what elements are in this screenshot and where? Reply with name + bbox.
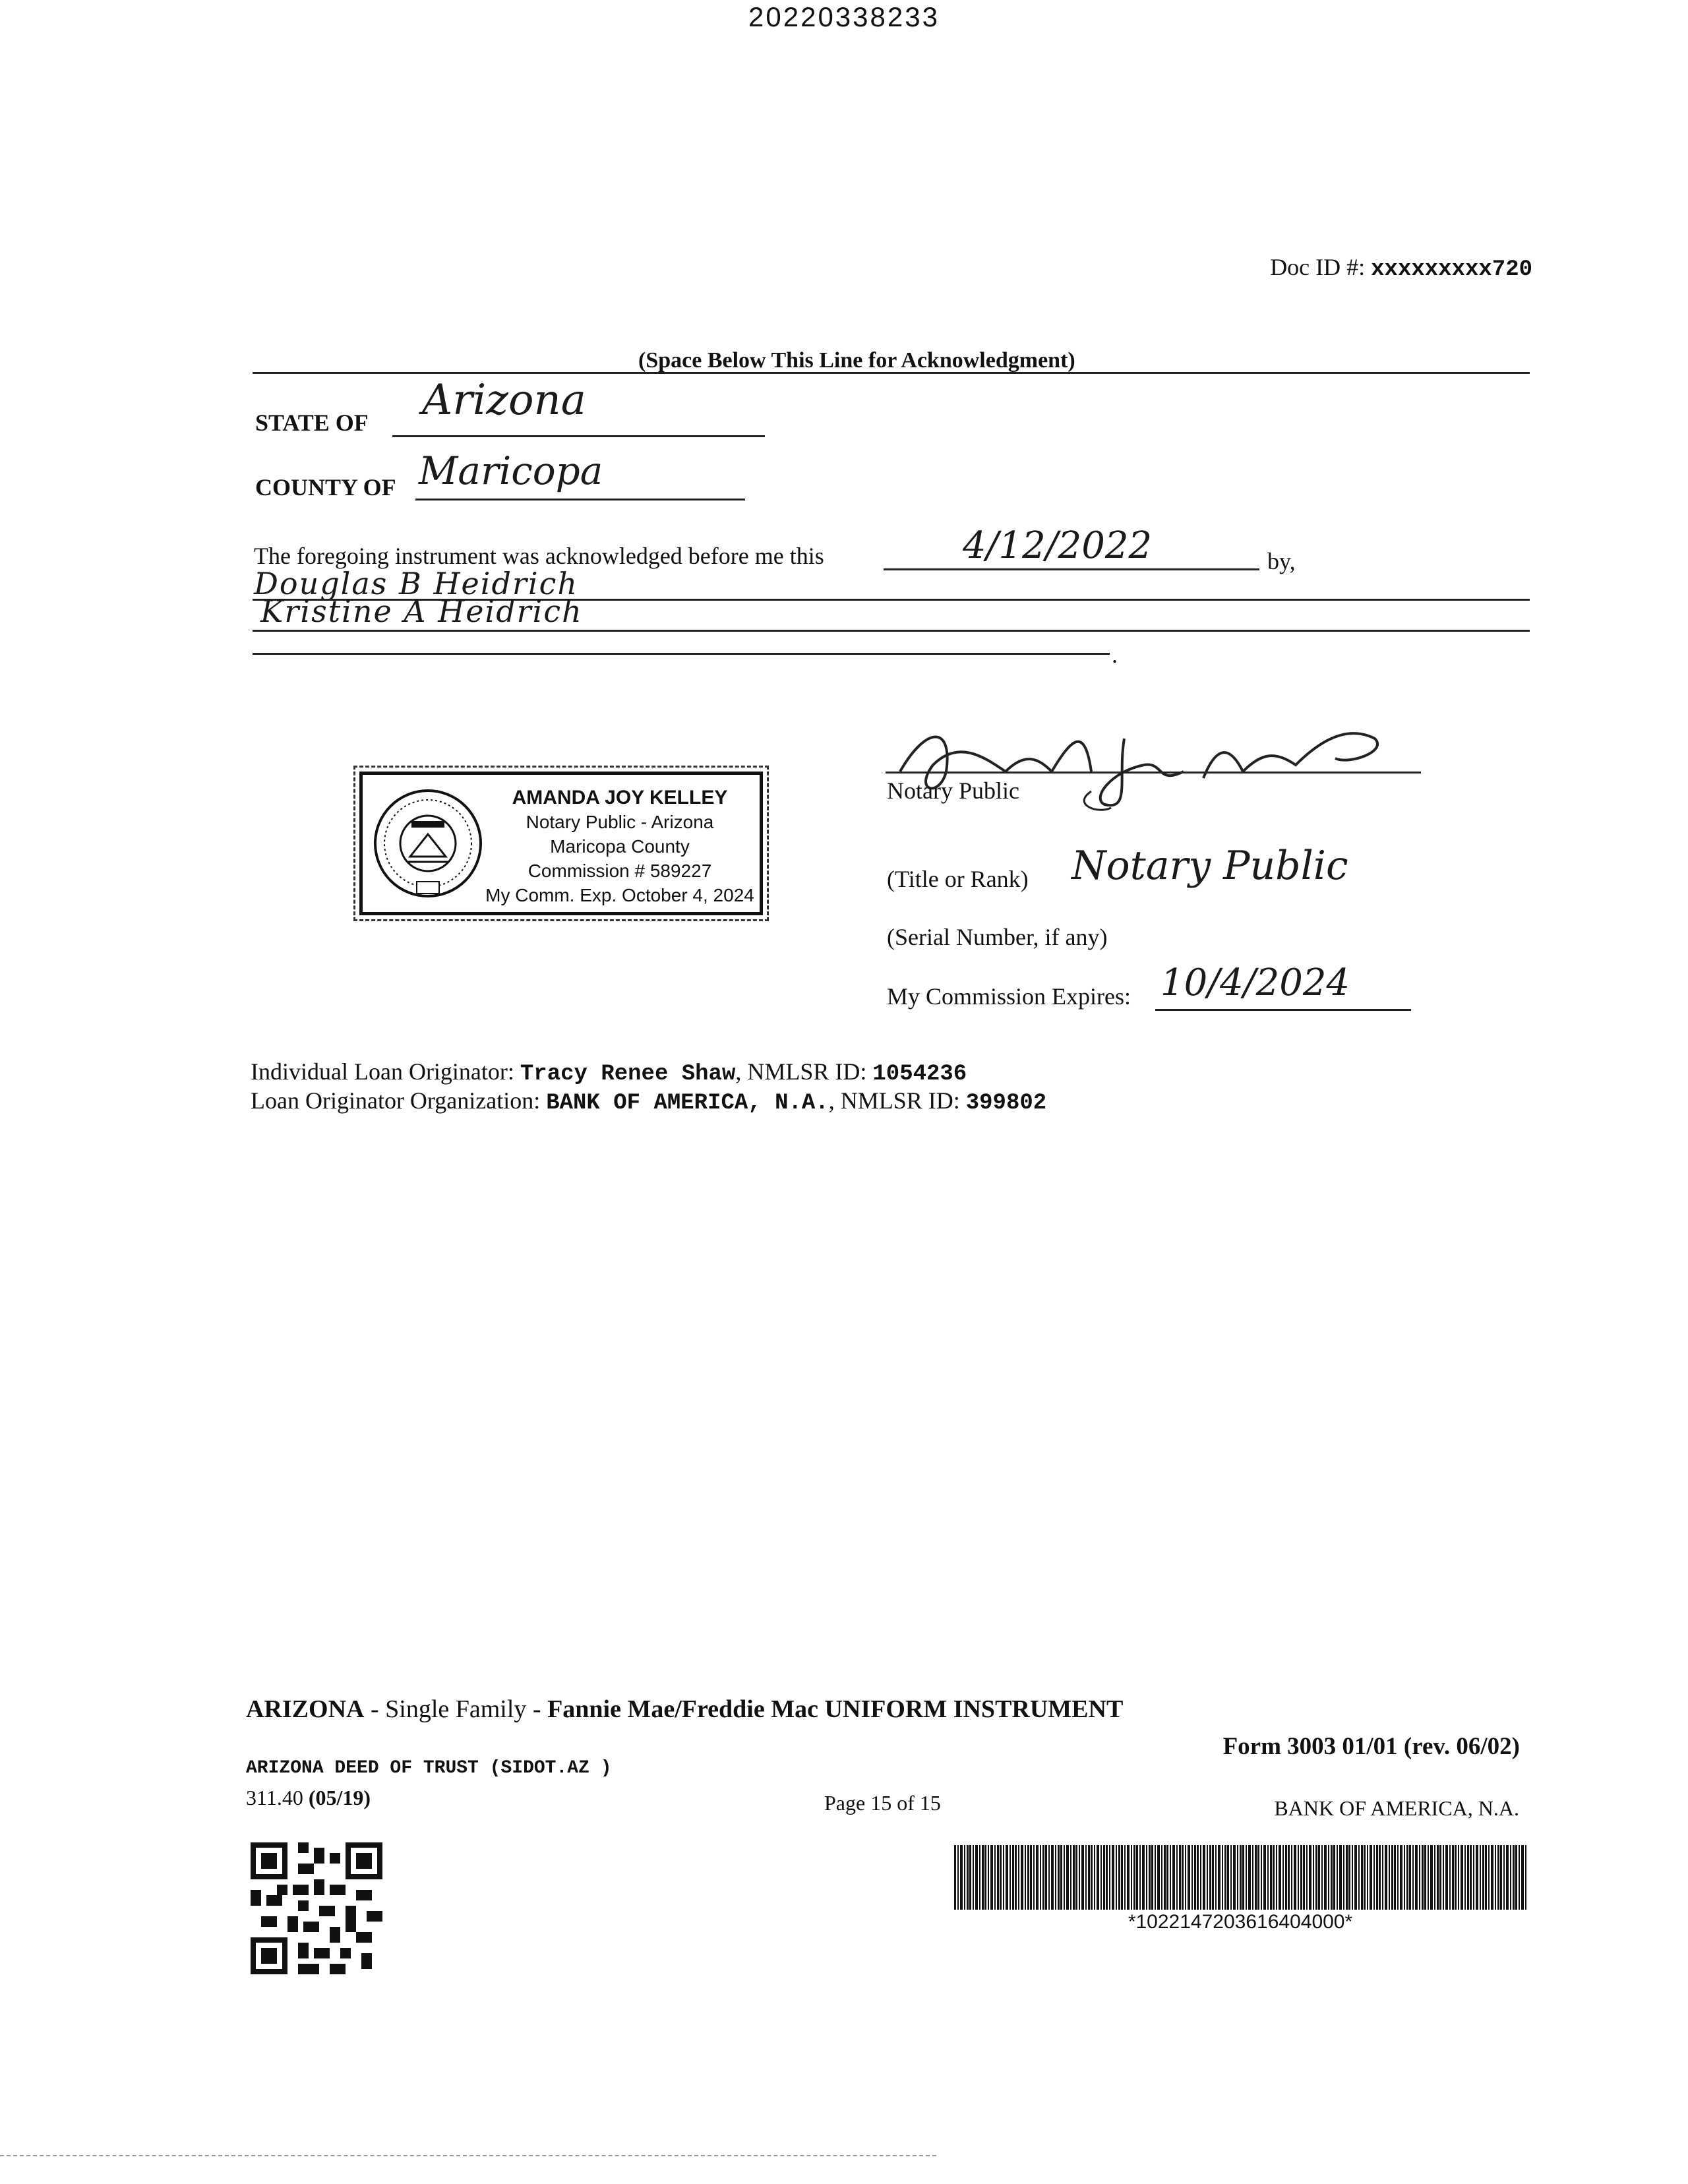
individual-id: 1054236: [872, 1062, 967, 1087]
serial-label: (Serial Number, if any): [887, 924, 1108, 950]
ack-statement: The foregoing instrument was acknowledged before me this: [254, 543, 824, 569]
county-label: COUNTY OF: [255, 474, 396, 501]
footer-code: [246, 1786, 371, 1810]
individual-originator: [251, 1058, 967, 1087]
barcode-text: *1022147203616404000*: [1128, 1911, 1353, 1933]
county-line: [415, 499, 745, 501]
state-line: [392, 435, 765, 437]
signature-line: [886, 772, 1421, 774]
footer-code-number: 311.40: [246, 1786, 303, 1809]
notary-public-label: Notary Public: [887, 777, 1019, 804]
expires-label: My Commission Expires:: [887, 983, 1131, 1010]
org-nmlsr-label: , NMLSR ID:: [828, 1087, 960, 1114]
footer-state: ARIZONA: [246, 1695, 365, 1723]
qr-code-icon: [251, 1842, 382, 1974]
title-label: (Title or Rank): [887, 866, 1029, 892]
state-seal-icon: [371, 783, 486, 905]
stamp-text: [481, 785, 758, 907]
individual-nmlsr-label: , NMLSR ID:: [735, 1058, 867, 1085]
state-value: Arizona: [422, 376, 586, 425]
signer-2: Kristine A Heidrich: [260, 593, 583, 629]
stamp-line-4: Commission # 589227: [528, 861, 712, 881]
stamp-line-5: My Comm. Exp. October 4, 2024: [485, 885, 754, 905]
individual-name: Tracy Renee Shaw: [520, 1062, 736, 1087]
scan-artifact-line: [0, 2155, 936, 2156]
footer-form: Form 3003 01/01 (rev. 06/02): [1222, 1733, 1520, 1760]
state-label: STATE OF: [255, 410, 369, 436]
stamp-name: AMANDA JOY KELLEY: [512, 787, 728, 808]
org-id: 399802: [965, 1091, 1047, 1116]
expires-line: [1155, 1009, 1411, 1011]
ack-heading: (Space Below This Line for Acknowledgment): [638, 348, 1075, 373]
footer-bank: BANK OF AMERICA, N.A.: [1274, 1796, 1519, 1820]
title-value: Notary Public: [1071, 843, 1348, 889]
footer-code-date: (05/19): [308, 1786, 371, 1809]
footer-page: Page 15 of 15: [824, 1791, 941, 1815]
doc-id: [1270, 253, 1532, 282]
ack-date: 4/12/2022: [963, 524, 1153, 567]
org-name: BANK OF AMERICA, N.A.: [546, 1091, 829, 1116]
signer-3-line: [253, 653, 1110, 655]
date-line: [884, 568, 1259, 570]
signer-period: .: [1112, 642, 1118, 668]
barcode-icon: [954, 1845, 1526, 1910]
org-label: Loan Originator Organization:: [251, 1087, 541, 1114]
stamp-line-2: Notary Public - Arizona: [526, 812, 714, 832]
individual-label: Individual Loan Originator:: [251, 1058, 514, 1085]
notary-stamp: [359, 772, 763, 915]
signer-1: Douglas B Heidrich: [254, 566, 579, 601]
footer-instrument-name: Fannie Mae/Freddie Mac UNIFORM INSTRUMENT: [547, 1695, 1124, 1723]
doc-id-label: Doc ID #:: [1270, 254, 1366, 280]
by-label: by,: [1267, 548, 1296, 574]
footer-family: - Single Family -: [364, 1695, 548, 1723]
footer-deed: ARIZONA DEED OF TRUST (SIDOT.AZ ): [246, 1758, 612, 1778]
stamp-line-3: Maricopa County: [550, 836, 690, 857]
doc-id-value: xxxxxxxxx720: [1371, 257, 1532, 282]
county-value: Maricopa: [419, 448, 603, 493]
recording-number: 20220338233: [748, 1, 940, 32]
organization-originator: [251, 1087, 1046, 1116]
signer-2-line: [253, 630, 1530, 632]
expires-value: 10/4/2024: [1160, 961, 1350, 1004]
footer-instrument: [246, 1695, 1123, 1724]
